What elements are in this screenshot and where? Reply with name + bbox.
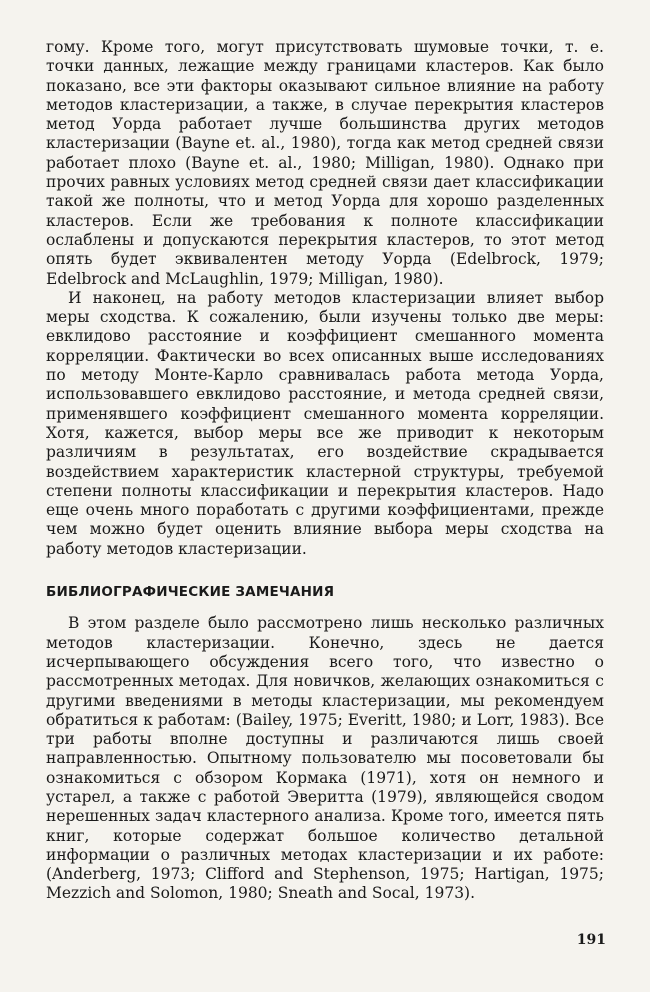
- paragraph-bibliographic-notes: В этом разделе было рассмотрено лишь несколько различных методов кластеризации. Конечно, здесь не дается исчерпывающего обсуждения всего того, что известно о рассмотренных методах. Для новичков, желающих ознакомиться с другими введениями в методы кластеризации, мы рекомендуем обратиться к работам: (Bailey, 1975; Everitt, 1980; и Lorr, 1983). Все три работы вполне доступны и различаются лишь своей направленностью. Опытному пользователю мы посоветовали бы ознакомиться с обзором Кормака (1971), хотя он немного и устарел, а также с работой Эверитта (1979), являющейся сводом нерешенных задач кластерного анализа. Кроме того, имеется пять книг, которые содержат большое количество детальной информации о различных методах кластеризации и их работе: (Anderberg, 1973; Clifford and Stephenson, 1975; Hartigan, 1975; Mezzich and Solomon, 1980; Sneath and Socal, 1973).: [46, 614, 604, 903]
- paragraph-continuation: гому. Кроме того, могут присутствовать шумовые точки, т. е. точки данных, лежащие между границами кластеров. Как было показано, все эти факторы оказывают сильное влияние на работу методов кластеризации, а также, в случае перекрытия кластеров метод Уорда работает лучше большинства других методов кластеризации (Bayne et. al., 1980), тогда как метод средней связи работает плохо (Bayne et. al., 1980; Milligan, 1980). Однако при прочих равных условиях метод средней связи дает классификации такой же полноты, что и метод Уорда для хорошо разделенных кластеров. Если же требования к полноте классификации ослаблены и допускаются перекрытия кластеров, то этот метод опять будет эквивалентен методу Уорда (Edelbrock, 1979; Edelbrock and McLaughlin, 1979; Milligan, 1980).: [46, 38, 604, 288]
- section-heading: БИБЛИОГРАФИЧЕСКИЕ ЗАМЕЧАНИЯ: [46, 584, 335, 601]
- page-number: 191: [576, 932, 606, 948]
- paragraph-similarity-measure: И наконец, на работу методов кластеризации влияет выбор меры сходства. К сожалению, были изучены только две меры: евклидово расстояние и коэффициент смешанного момента корреляции. Фактически во всех описанных выше исследованиях по методу Монте-Карло сравнивалась работа метода Уорда, использовавшего евклидово расстояние, и метода средней связи, применявшего коэффициент смешанного момента корреляции. Хотя, кажется, выбор меры все же приводит к некоторым различиям в результатах, его воздействие скрадывается воздействием характеристик кластерной структуры, требуемой степени полноты классификации и перекрытия кластеров. Надо еще очень много поработать с другими коэффициентами, прежде чем можно будет оценить влияние выбора меры сходства на работу методов кластеризации.: [46, 288, 604, 558]
- page-body: [46, 38, 604, 904]
